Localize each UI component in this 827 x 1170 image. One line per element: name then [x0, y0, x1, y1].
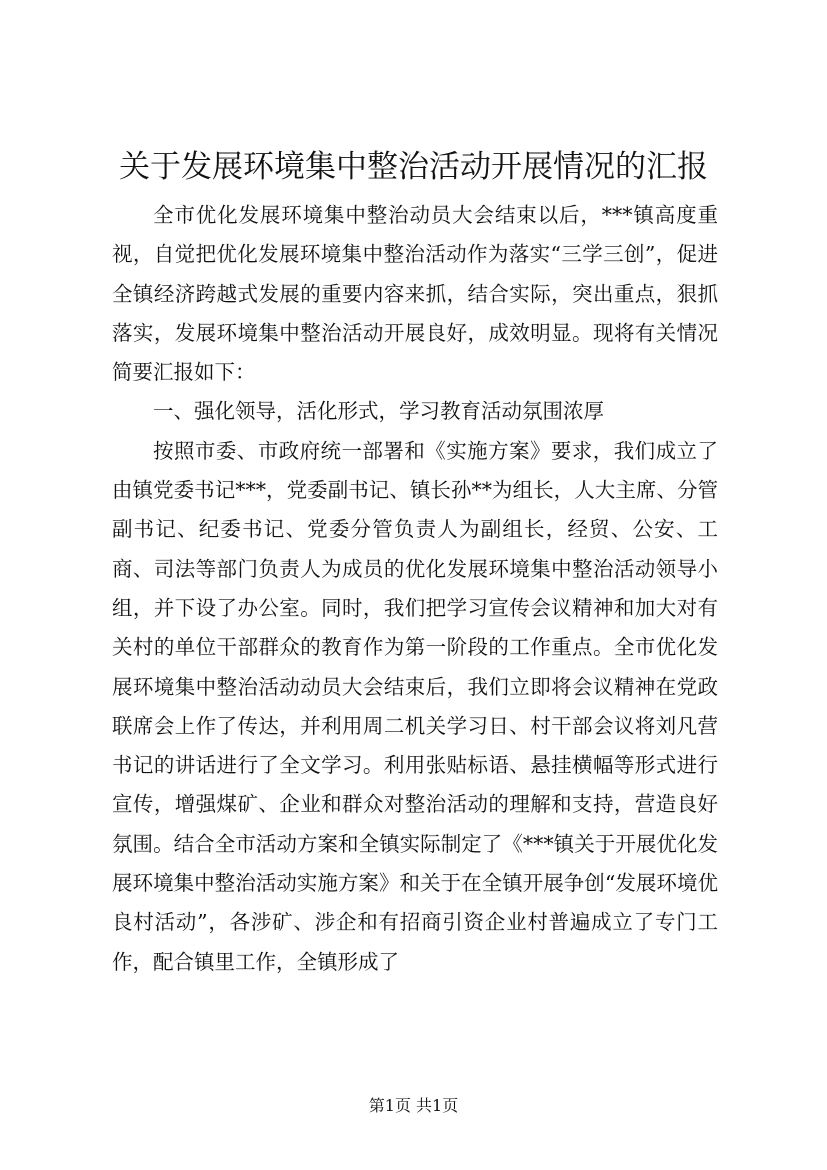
page-footer: 第1页 共1页 — [368, 1096, 459, 1115]
document-body — [112, 196, 718, 982]
document-title: 关于发展环境集中整治活动开展情况的汇报 — [119, 149, 708, 185]
paragraph-section-1: 按照市委、市政府统一部署和《实施方案》要求，我们成立了由镇党委书记***，党委副书记、镇长孙**为组长，人大主席、分管副书记、纪委书记、党委分管负责人为副组长，经贸、公安、工商、司法等部门负责人为成员的优化发展环境集中整治活动领导小组，并下设了办公室。同时，我们把学习宣传会议精神和加大对有关村的单位干部群众的教育作为第一阶段的工作重点。全市优化发展环境集中整治活动动员大会结束后，我们立即将会议精神在党政联席会上作了传达，并利用周二机关学习日、村干部会议将刘凡营书记的讲话进行了全文学习。利用张贴标语、悬挂横幅等形式进行宣传，增强煤矿、企业和群众对整治活动的理解和支持，营造良好氛围。结合全市活动方案和全镇实际制定了《***镇关于开展优化发展环境集中整治活动实施方案》和关于在全镇开展争创“发展环境优良村活动”，各涉矿、涉企和有招商引资企业村普遍成立了专门工作，配合镇里工作，全镇形成了 — [112, 438, 718, 974]
paragraph-intro: 全市优化发展环境集中整治动员大会结束以后，***镇高度重视，自觉把优化发展环境集中整治活动作为落实“三学三创”，促进全镇经济跨越式发展的重要内容来抓，结合实际，突出重点，狠抓落实，发展环境集中整治活动开展良好，成效明显。现将有关情况简要汇报如下： — [112, 203, 718, 385]
section-heading-1: 一、强化领导，活化形式，学习教育活动氛围浓厚 — [153, 399, 604, 424]
